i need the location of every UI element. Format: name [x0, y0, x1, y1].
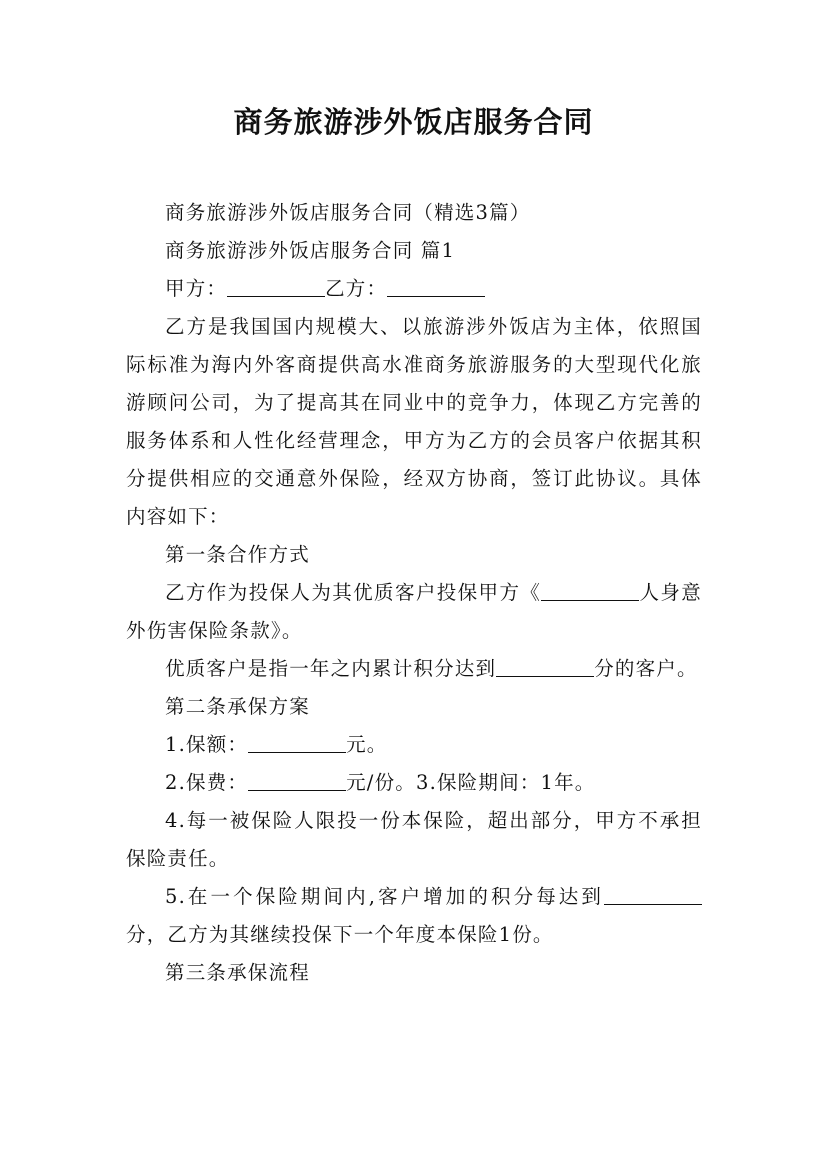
- item1-text-after: 元。: [346, 733, 388, 756]
- article3-heading: 第三条承保流程: [165, 961, 310, 984]
- item1-text-before: 1.保额：: [165, 733, 249, 756]
- item-5: [126, 878, 702, 954]
- article1-heading: 第一条合作方式: [165, 543, 310, 566]
- points-increment-blank: [604, 885, 702, 905]
- premium-blank: [248, 771, 346, 791]
- party-b-blank: [387, 277, 485, 297]
- item5-text-before: 5.在一个保险期间内,客户增加的积分每达到: [165, 885, 604, 908]
- article1-p1-text-before: 乙方作为投保人为其优质客户投保甲方《: [165, 581, 542, 604]
- subtitle: 商务旅游涉外饭店服务合同（精选3篇）: [165, 201, 531, 224]
- party-a-blank: [227, 277, 325, 297]
- section-heading: 商务旅游涉外饭店服务合同 篇1: [165, 239, 456, 262]
- article1-p2-text-after: 分的客户。: [594, 657, 698, 680]
- article2-heading: 第二条承保方案: [165, 695, 310, 718]
- item2-text-before: 2.保费：: [165, 771, 249, 794]
- points-threshold-blank: [496, 657, 594, 677]
- insurance-name-blank: [541, 581, 639, 601]
- item-2: [126, 764, 702, 802]
- intro-paragraph: 乙方是我国国内规模大、以旅游涉外饭店为主体，依照国际标准为海内外客商提供高水准商务旅游服务的大型现代化旅游顾问公司，为了提高其在同业中的竞争力，体现乙方完善的服务体系和人性化经营理念，甲方为乙方的会员客户依据其积分提供相应的交通意外保险，经双方协商，签订此协议。具体内容如下：: [126, 315, 702, 528]
- article1-paragraph-1: [126, 574, 702, 650]
- item-4: 4.每一被保险人限投一份本保险，超出部分，甲方不承担保险责任。: [126, 809, 702, 870]
- document-body: [126, 194, 702, 992]
- document-title: 商务旅游涉外饭店服务合同: [233, 105, 594, 139]
- article1-paragraph-2: [126, 650, 702, 688]
- item2-text-after: 元/份。3.保险期间：1年。: [346, 771, 596, 794]
- party-a-label: 甲方：: [165, 277, 228, 300]
- item5-text-after: 分，乙方为其继续投保下一个年度本保险1份。: [126, 923, 554, 946]
- item-1: [126, 726, 702, 764]
- party-b-label: 乙方：: [325, 277, 388, 300]
- coverage-amount-blank: [248, 733, 346, 753]
- parties-line: [126, 270, 702, 308]
- article1-p2-text-before: 优质客户是指一年之内累计积分达到: [165, 657, 497, 680]
- article1-p1-text-after: 人身意外伤害保险条款》。: [126, 581, 702, 642]
